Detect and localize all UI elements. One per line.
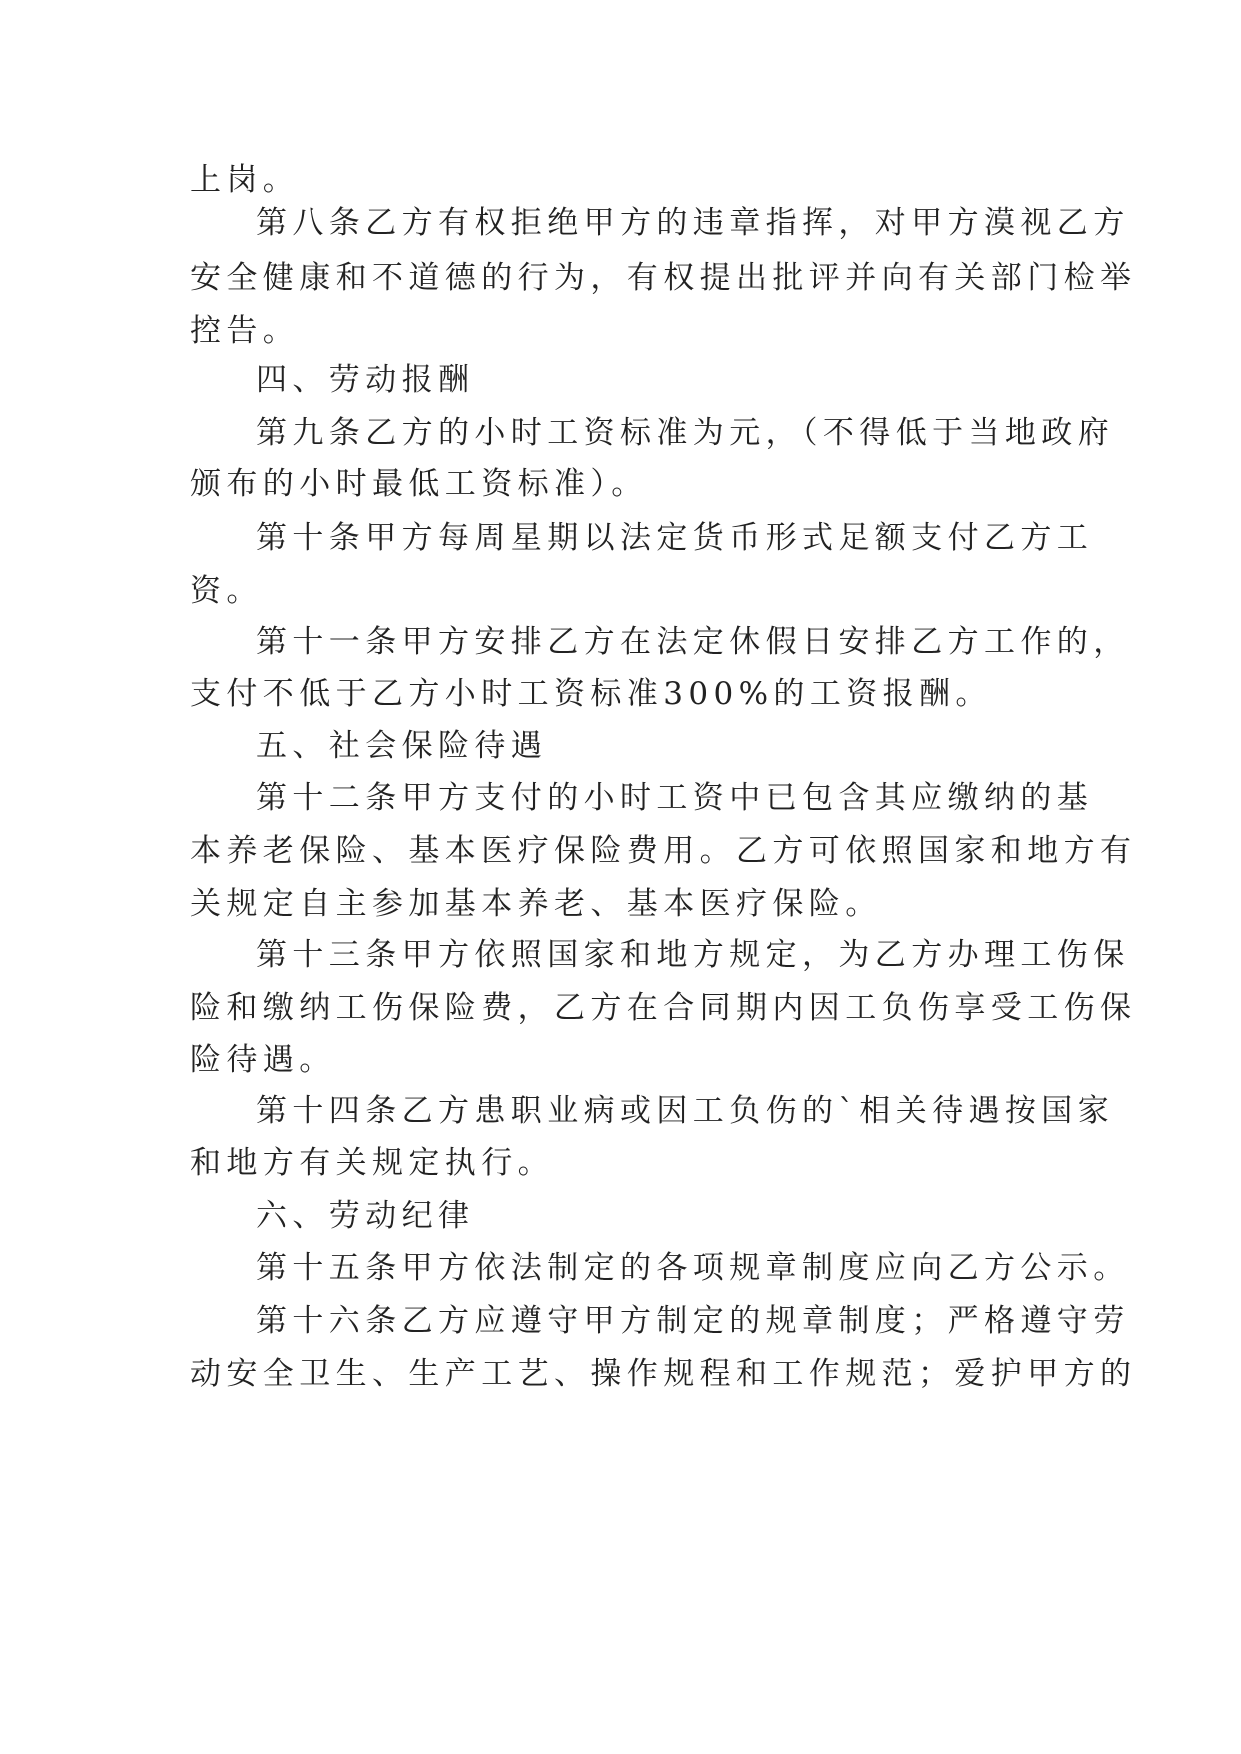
text-line: 支付不低于乙方小时工资标准300%的工资报酬。 [190,676,992,712]
text-line-article-13: 第十三条甲方依照国家和地方规定，为乙方办理工伤保 [256,937,1130,973]
text-line-article-9: 第九条乙方的小时工资标准为元，（不得低于当地政府 [256,415,1115,451]
text-line: 和地方有关规定执行。 [190,1145,554,1181]
text-line-article-10: 第十条甲方每周星期以法定货币形式足额支付乙方工 [256,520,1094,556]
section-heading-6: 六、劳动纪律 [256,1198,475,1234]
text-line-article-15: 第十五条甲方依法制定的各项规章制度应向乙方公示。 [256,1250,1130,1286]
text-line: 安全健康和不道德的行为，有权提出批评并向有关部门检举 [190,260,1137,296]
text-line: 险待遇。 [190,1042,336,1078]
text-line: 动安全卫生、生产工艺、操作规程和工作规范；爱护甲方的 [190,1356,1137,1392]
text-line: 险和缴纳工伤保险费，乙方在合同期内因工负伤享受工伤保 [190,990,1137,1026]
text-line: 颁布的小时最低工资标准）。 [190,466,648,502]
text-line: 上岗。 [190,162,300,198]
section-heading-5: 五、社会保险待遇 [256,728,548,764]
text-line-article-14: 第十四条乙方患职业病或因工负伤的`相关待遇按国家 [256,1093,1115,1129]
text-line: 关规定自主参加基本养老、基本医疗保险。 [190,886,882,922]
text-line: 资。 [190,573,263,609]
text-line: 本养老保险、基本医疗保险费用。乙方可依照国家和地方有 [190,833,1137,869]
text-line: 控告。 [190,313,300,349]
text-line-article-12: 第十二条甲方支付的小时工资中已包含其应缴纳的基 [256,780,1094,816]
text-line-article-11: 第十一条甲方安排乙方在法定休假日安排乙方工作的， [256,624,1130,660]
text-line-article-8: 第八条乙方有权拒绝甲方的违章指挥，对甲方漠视乙方 [256,205,1130,241]
text-line-article-16: 第十六条乙方应遵守甲方制定的规章制度；严格遵守劳 [256,1303,1130,1339]
section-heading-4: 四、劳动报酬 [256,362,475,398]
